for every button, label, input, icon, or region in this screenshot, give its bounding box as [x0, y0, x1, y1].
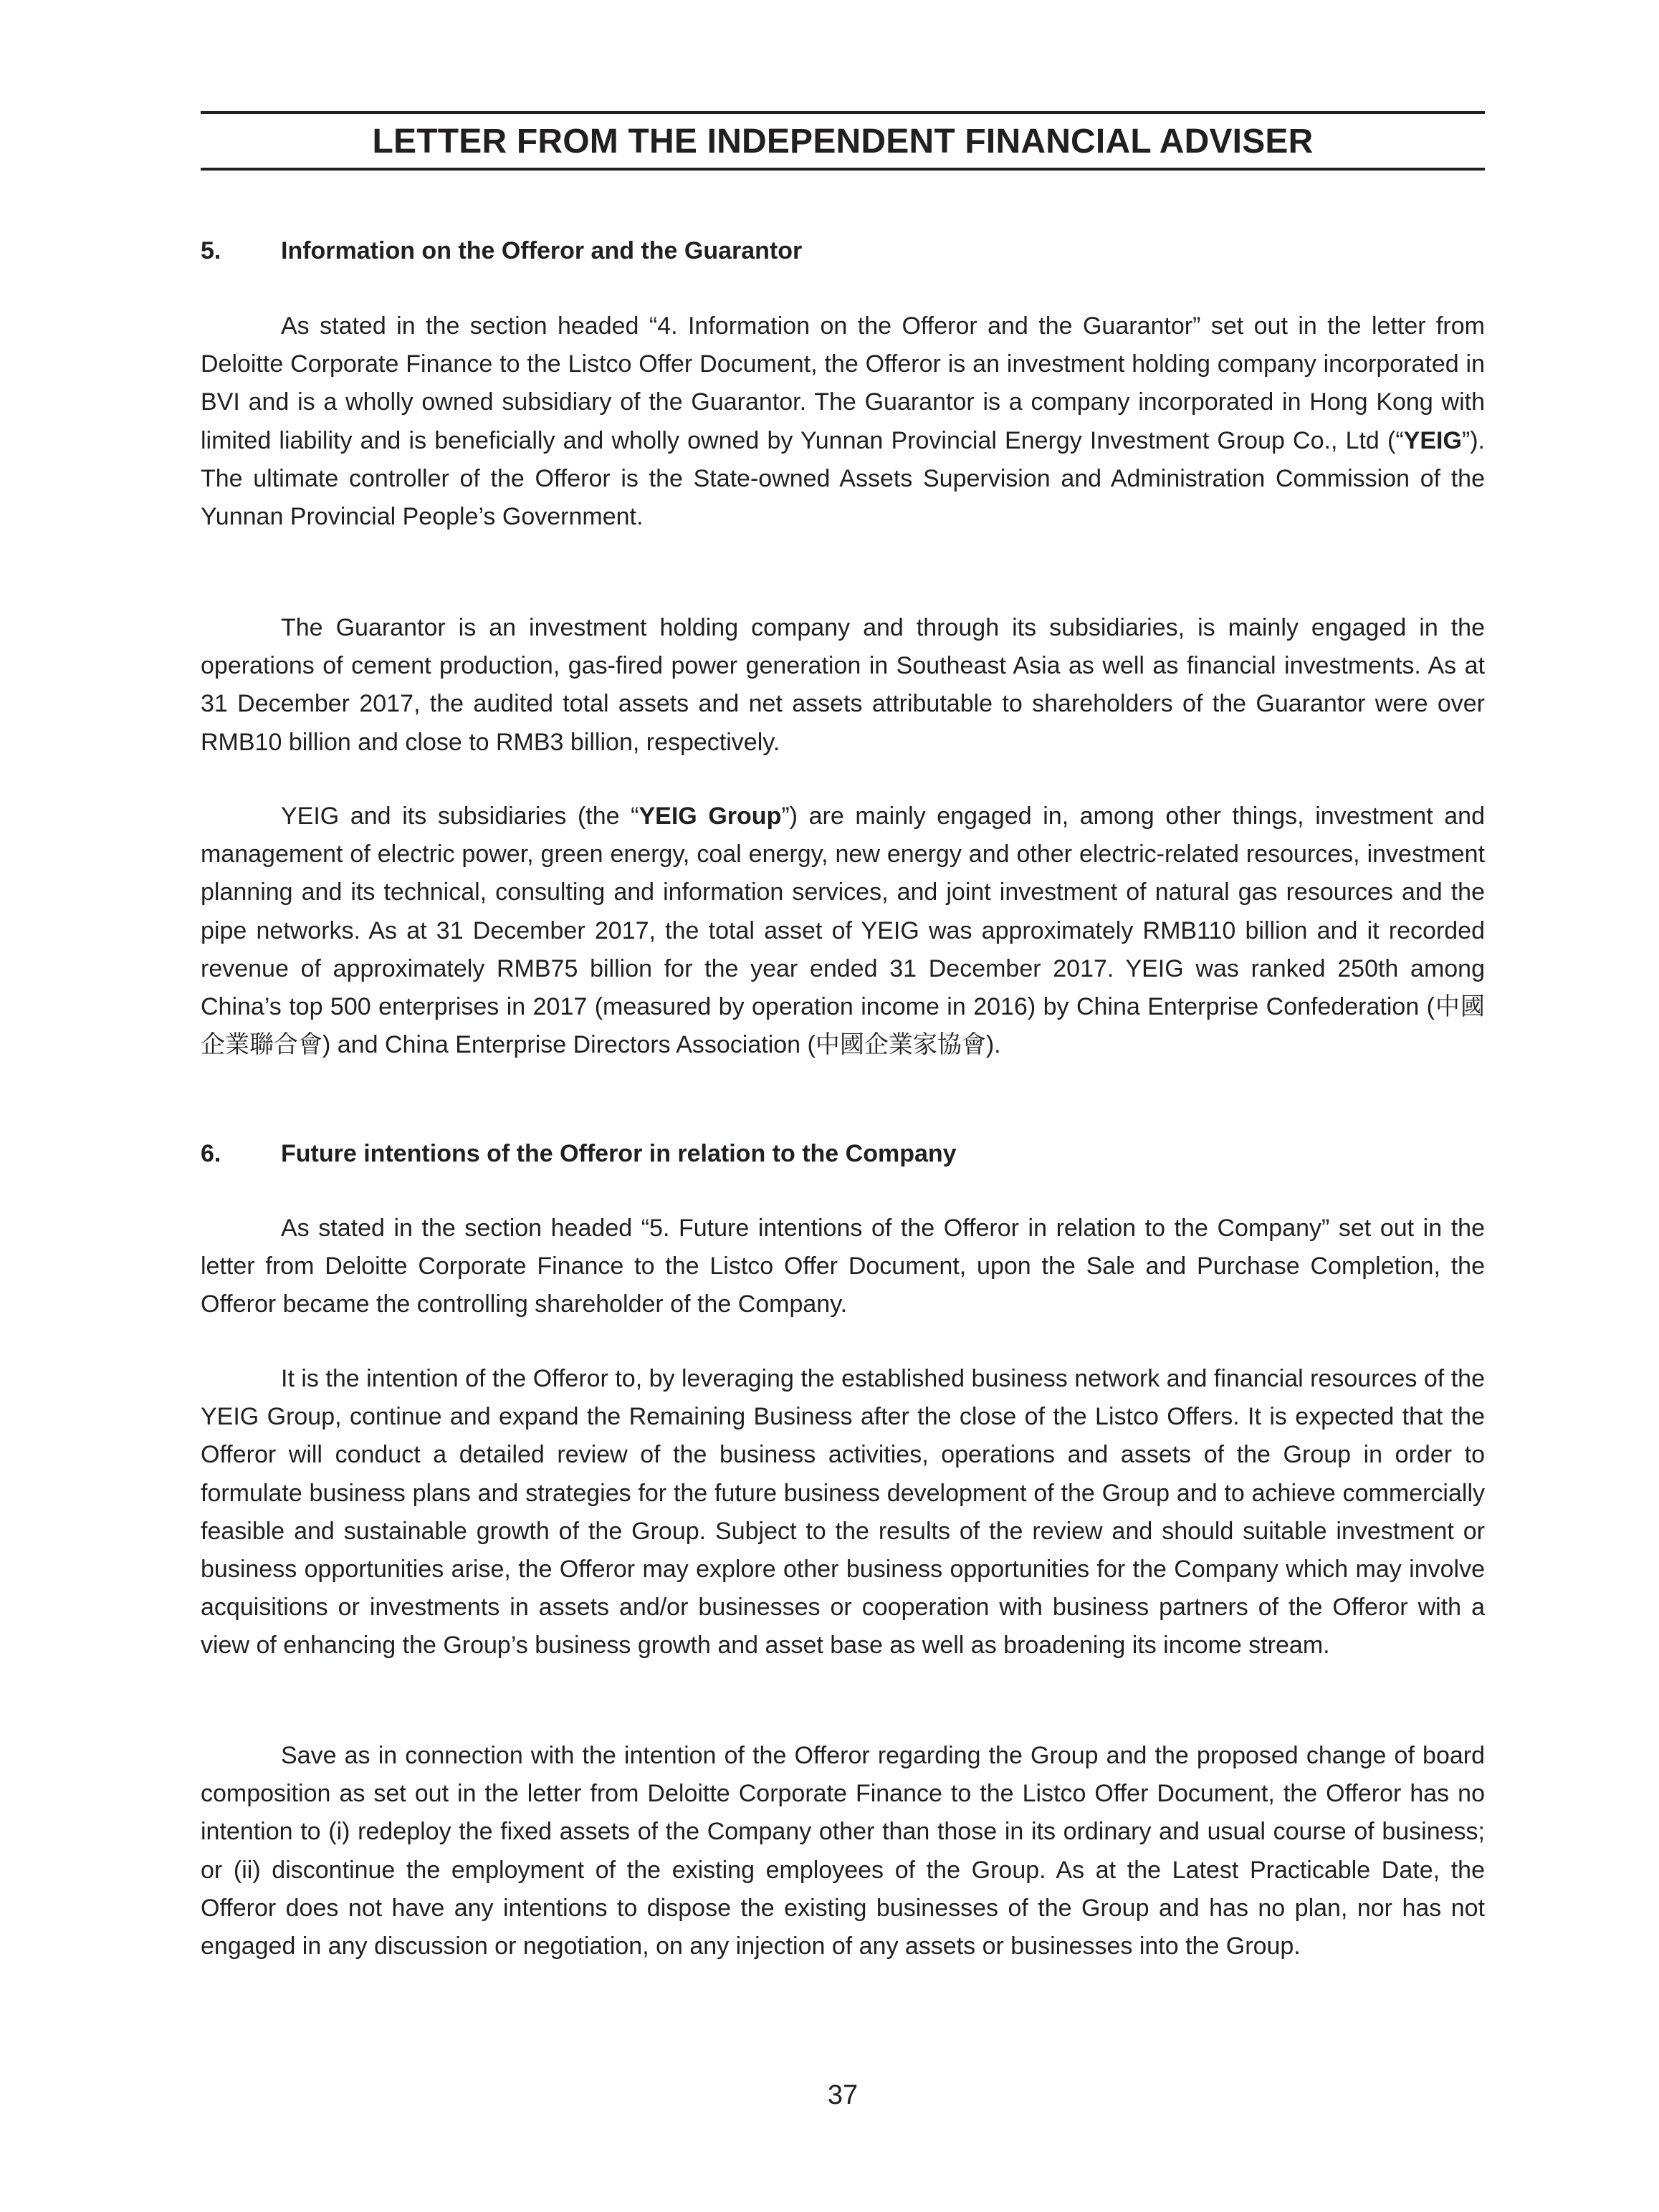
paragraph-text: ”). The ultimate controller of the Offeror is the State-owned Assets Supervision and Administration Commission of the Yunnan Provincial People’s Government. [201, 426, 1485, 531]
section-5-paragraph-1 [201, 307, 1485, 536]
page-number: 37 [827, 2080, 859, 2110]
paragraph-text: YEIG and its subsidiaries (the “ [281, 803, 639, 830]
defined-term-yeig: YEIG [1403, 426, 1462, 454]
section-6-paragraph-1 [201, 1210, 1485, 1324]
section-5-paragraph-3 [201, 798, 1485, 1064]
section-5-heading [201, 236, 1485, 265]
paragraph-text: ”) are mainly engaged in, among other things, investment and management of electric power, green energy, coal energy, new energy and other electric-related resources, investment planning and its technical, consulting and information services, and joint investment of natural gas resources and the pipe networks. As at 31 December 2017, the total asset of YEIG was approximately RMB110 billion and it recorded revenue of approximately RMB75 billion for the year ended 31 December 2017. YEIG was ranked 250th among China’s top 500 enterprises in 2017 (measured by operation income in 2016) by China Enterprise Confederation (中國企業聯合會) and China Enterprise Directors Association (中國企業家協會). [201, 803, 1485, 1059]
header-bottom-rule [201, 168, 1485, 171]
section-6-heading [201, 1139, 1485, 1168]
section-6-paragraph-2 [201, 1360, 1485, 1665]
paragraph-text: It is the intention of the Offeror to, by leveraging the established business network and financial resources of the YEIG Group, continue and expand the Remaining Business after the close of the Listco Offers. It is expected that the Offeror will conduct a detailed review of the business activities, operations and assets of the Group in order to formulate business plans and strategies for the future business development of the Group and to achieve commercially feasible and sustainable growth of the Group. Subject to the results of the review and should suitable investment or business opportunities arise, the Offeror may explore other business opportunities for the Company which may involve acquisitions or investments in assets and/or businesses or cooperation with business partners of the Offeror with a view of enhancing the Group’s business growth and asset base as well as broadening its income stream. [201, 1365, 1485, 1660]
header-top-rule [201, 111, 1485, 114]
page-header-title: LETTER FROM THE INDEPENDENT FINANCIAL ADVISER [372, 123, 1314, 161]
paragraph-text: Save as in connection with the intention of the Offeror regarding the Group and the proposed change of board composition as set out in the letter from Deloitte Corporate Finance to the Listco Offer Document, the Offeror has no intention to (i) redeploy the fixed assets of the Company other than those in its ordinary and usual course of business; or (ii) discontinue the employment of the existing employees of the Group. As at the Latest Practicable Date, the Offeror does not have any intentions to dispose the existing businesses of the Group and has no plan, nor has not engaged in any discussion or negotiation, on any injection of any assets or businesses into the Group. [201, 1742, 1485, 1960]
section-5-title: Information on the Offeror and the Guarantor [281, 237, 803, 264]
section-6-number: 6. [201, 1140, 221, 1167]
paragraph-text: As stated in the section headed “5. Future intentions of the Offeror in relation to the Company” set out in the letter from Deloitte Corporate Finance to the Listco Offer Document, upon the Sale and Purchase Completion, the Offeror became the controlling shareholder of the Company. [201, 1215, 1485, 1318]
section-5-paragraph-2 [201, 609, 1485, 762]
section-6-paragraph-3 [201, 1737, 1485, 1966]
section-6-title: Future intentions of the Offeror in relation to the Company [281, 1140, 957, 1167]
paragraph-text: As stated in the section headed “4. Information on the Offeror and the Guarantor” set out in the letter from Deloitte Corporate Finance to the Listco Offer Document, the Offeror is an investment holding company incorporated in BVI and is a wholly owned subsidiary of the Guarantor. The Guarantor is a company incorporated in Hong Kong with limited liability and is beneficially and wholly owned by Yunnan Provincial Energy Investment Group Co., Ltd (“ [201, 312, 1485, 454]
document-page [201, 0, 1485, 2212]
paragraph-text: The Guarantor is an investment holding company and through its subsidiaries, is mainly engaged in the operations of cement production, gas-fired power generation in Southeast Asia as well as financial investments. As at 31 December 2017, the audited total assets and net assets attributable to shareholders of the Guarantor were over RMB10 billion and close to RMB3 billion, respectively. [201, 614, 1485, 756]
section-5-number: 5. [201, 237, 221, 264]
defined-term-yeig-group: YEIG Group [639, 803, 782, 830]
